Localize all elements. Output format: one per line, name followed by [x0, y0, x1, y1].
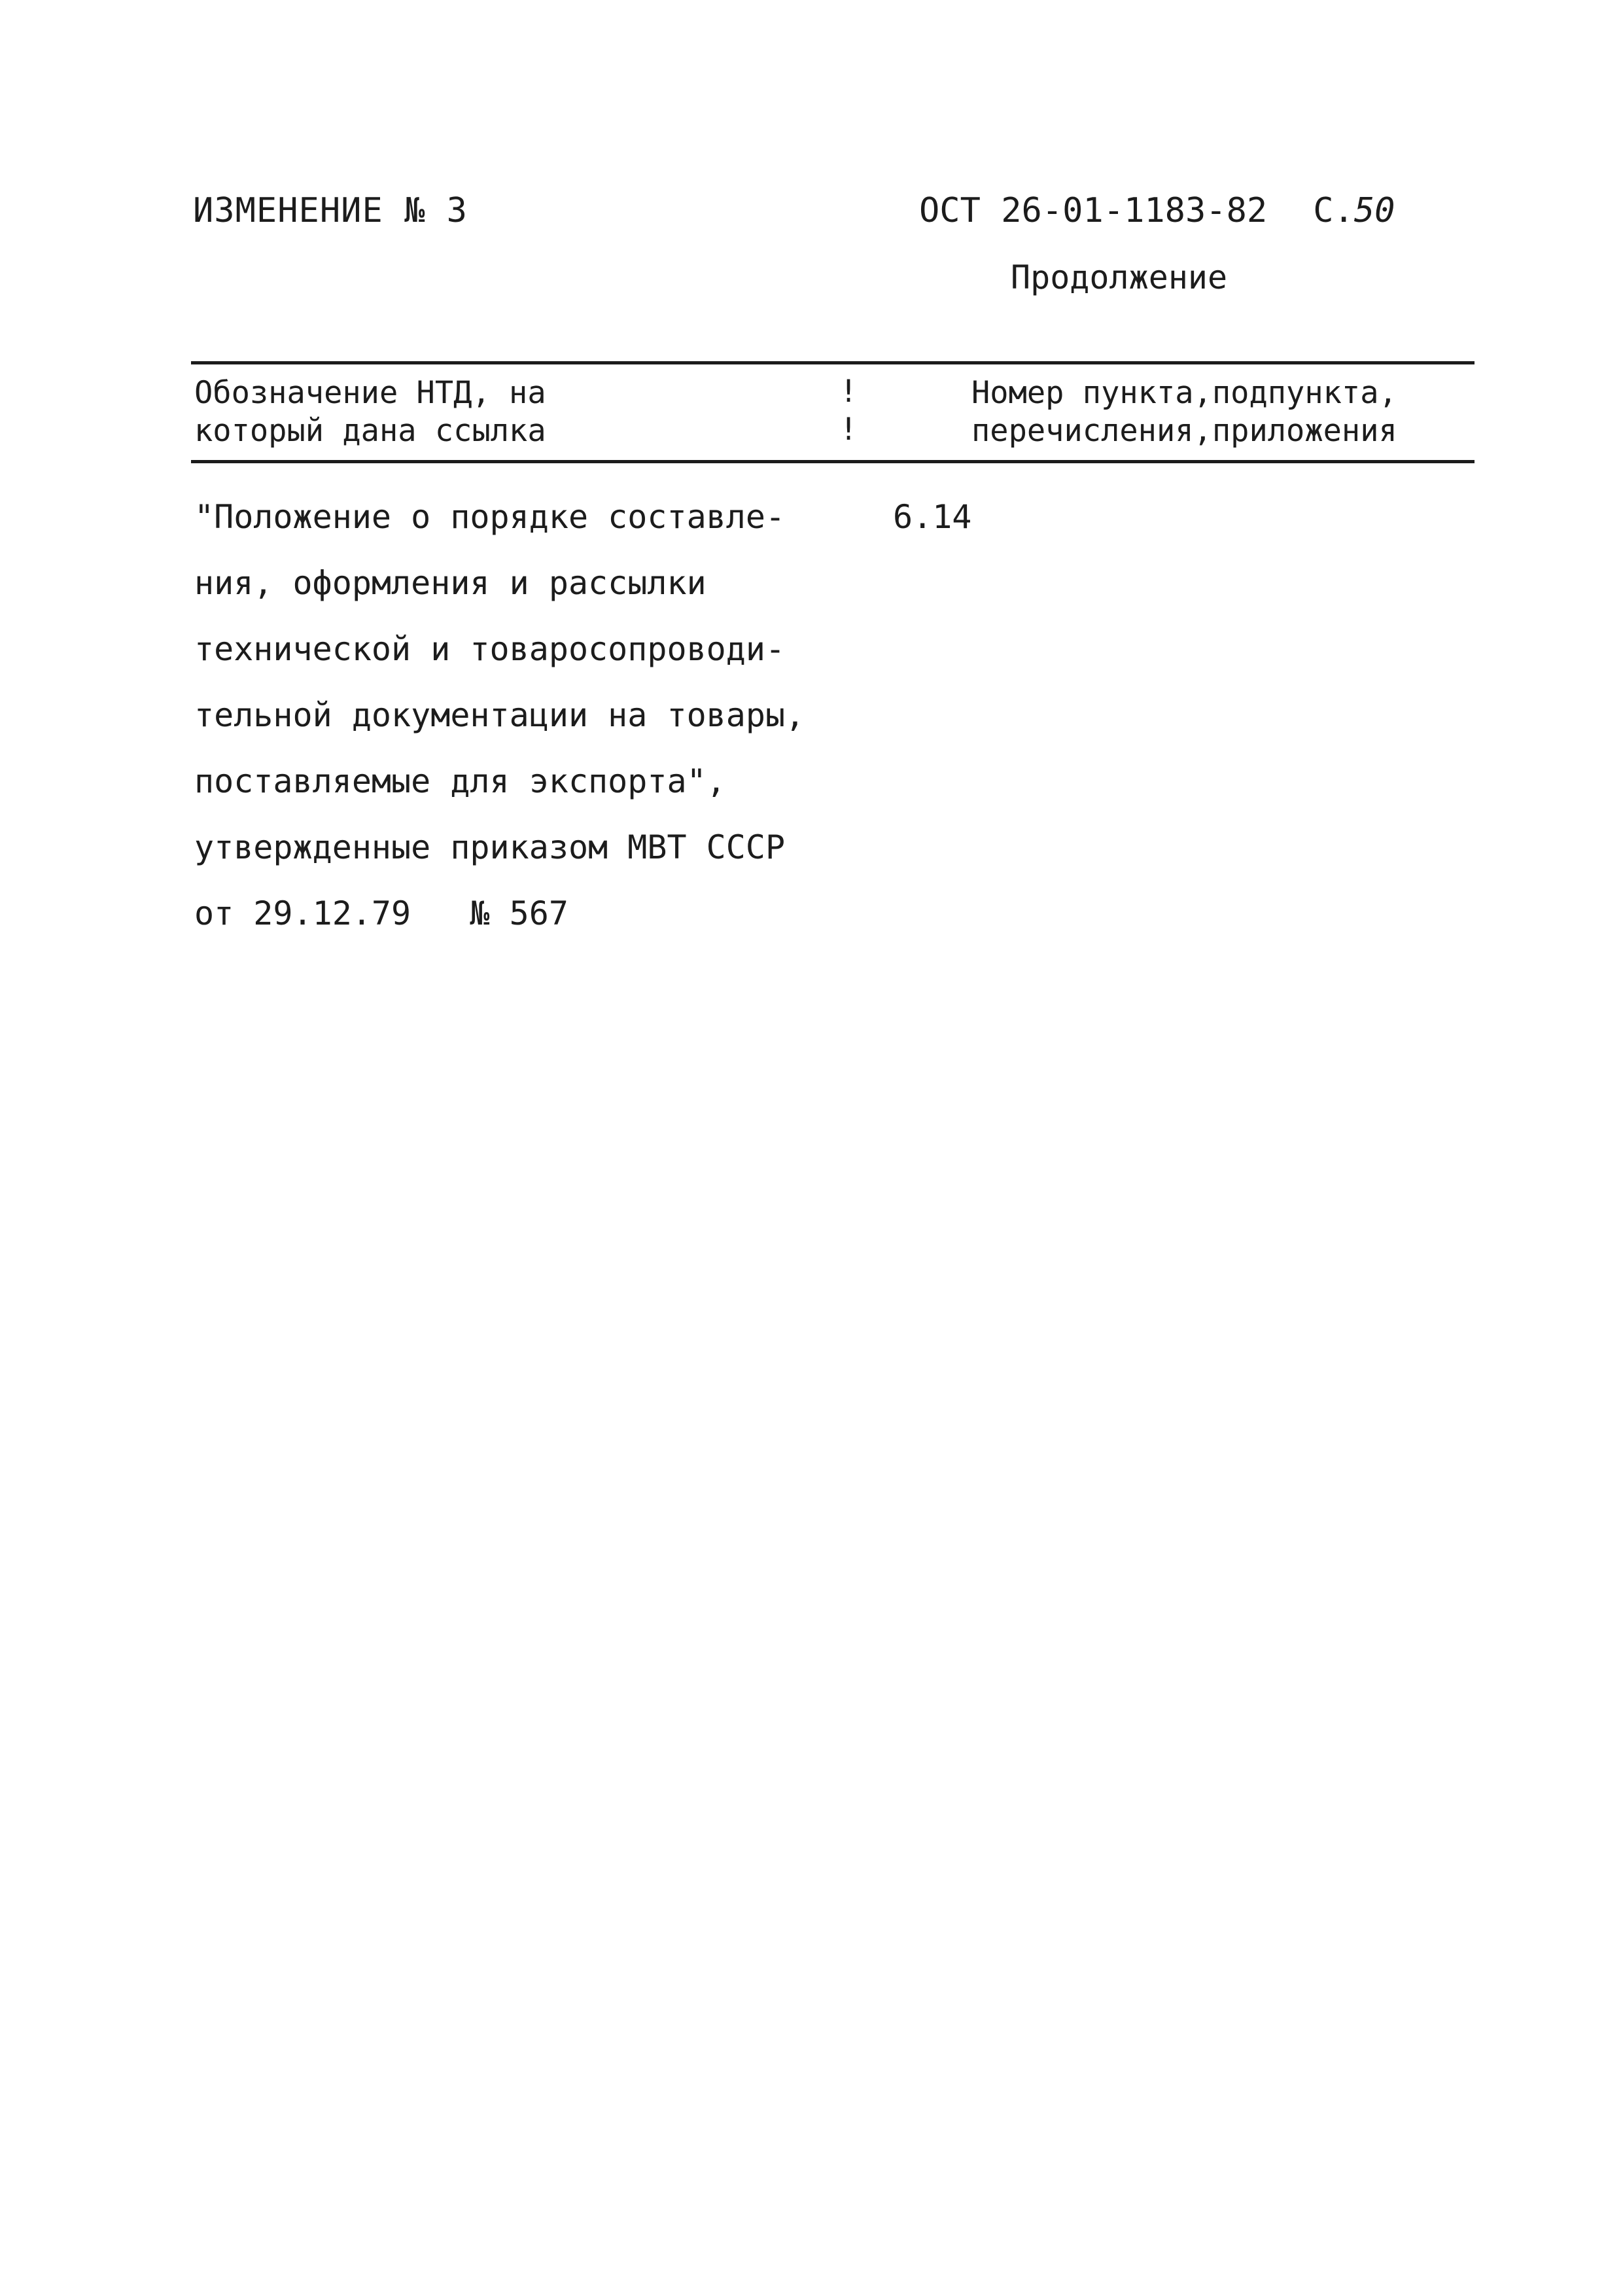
table-top-rule — [191, 361, 1475, 364]
column-header-line: Номер пункта,подпункта, — [971, 375, 1397, 411]
continuation-label: Продолжение — [1011, 258, 1228, 296]
column-separator — [839, 373, 858, 449]
table-row-reference — [194, 484, 805, 947]
reference-line: "Положение о порядке составле- — [194, 498, 786, 536]
reference-line: от 29.12.79 № 567 — [194, 894, 568, 932]
page-number — [1313, 191, 1395, 230]
reference-line: технической и товаросопроводи- — [194, 630, 786, 668]
reference-line: тельной документации на товары, — [194, 696, 805, 734]
page-number-value: 50 — [1353, 191, 1395, 230]
change-number-label: ИЗМЕНЕНИЕ № 3 — [193, 191, 468, 230]
reference-line: утвержденные приказом МВТ СССР — [194, 828, 786, 866]
page-prefix: С. — [1313, 191, 1354, 230]
separator-mark: ! — [839, 412, 858, 448]
standard-code: ОСТ 26-01-1183-82 — [919, 191, 1268, 230]
separator-mark: ! — [839, 374, 858, 410]
reference-line: поставляемые для экспорта", — [194, 762, 726, 800]
column-header-line: Обозначение НТД, на — [194, 375, 546, 411]
column-header-item-number — [971, 374, 1397, 450]
column-header-line: перечисления,приложения — [971, 413, 1397, 449]
column-header-line: который дана ссылка — [194, 413, 546, 449]
table-header-bottom-rule — [191, 460, 1475, 463]
table-row-item-number: 6.14 — [893, 498, 972, 536]
column-header-reference — [194, 374, 546, 450]
reference-line: ния, оформления и рассылки — [194, 564, 707, 602]
standard-header — [919, 191, 1395, 230]
